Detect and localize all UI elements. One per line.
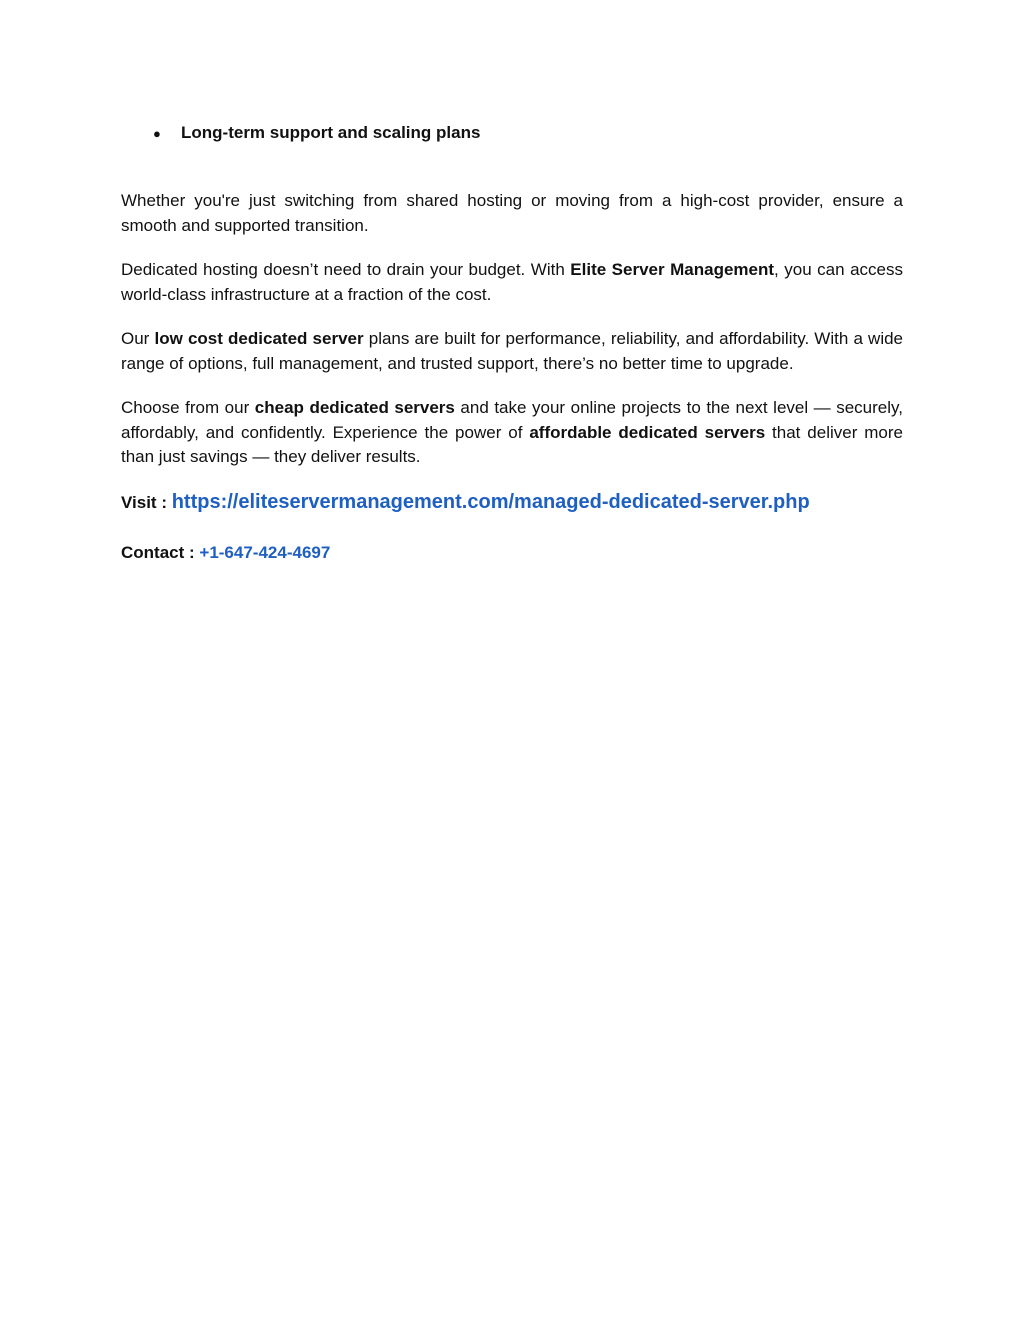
brand-name: Elite Server Management <box>570 260 775 279</box>
paragraph-choose <box>121 396 903 470</box>
bullet-item <box>121 118 903 149</box>
contact-phone-link[interactable]: +1-647-424-4697 <box>199 543 331 562</box>
paragraph-text: plans are built for performance, reliability, and affordability. With a wide range of options, full management, and trusted support, there’s no better time to upgrade. <box>121 329 904 373</box>
keyword-low-cost: low cost dedicated server <box>154 329 364 348</box>
contact-label: Contact : <box>121 543 200 562</box>
paragraph-transition: Whether you're just switching from shared hosting or moving from a high-cost provider, ensure a smooth and supported transition. <box>121 191 903 235</box>
visit-link[interactable]: https://eliteservermanagement.com/managed-dedicated-server.php <box>171 490 810 513</box>
paragraph-text: that deliver more than just savings — they deliver results. <box>121 422 903 466</box>
paragraph-plans <box>121 327 903 376</box>
paragraph-text: and take your online projects to the next level — securely, affordably, and confidently. Experience the power of <box>121 398 903 442</box>
paragraph-text: , you can access world-class infrastructure at a fraction of the cost. <box>121 260 903 304</box>
document-body <box>121 118 903 586</box>
visit-line <box>121 490 903 516</box>
bullet-text: Long-term support and scaling plans <box>181 123 481 142</box>
visit-label: Visit : <box>121 492 172 512</box>
paragraph-text: Our <box>121 329 155 348</box>
bullet-dot-icon: ● <box>153 126 161 141</box>
bullet-list <box>121 118 903 149</box>
paragraph-budget <box>121 258 903 307</box>
paragraph-text: Choose from our <box>121 398 255 417</box>
keyword-cheap: cheap dedicated servers <box>254 398 455 417</box>
paragraph-text: Dedicated hosting doesn’t need to drain your budget. With <box>121 260 571 279</box>
keyword-affordable: affordable dedicated servers <box>529 422 766 442</box>
contact-line <box>121 541 903 566</box>
